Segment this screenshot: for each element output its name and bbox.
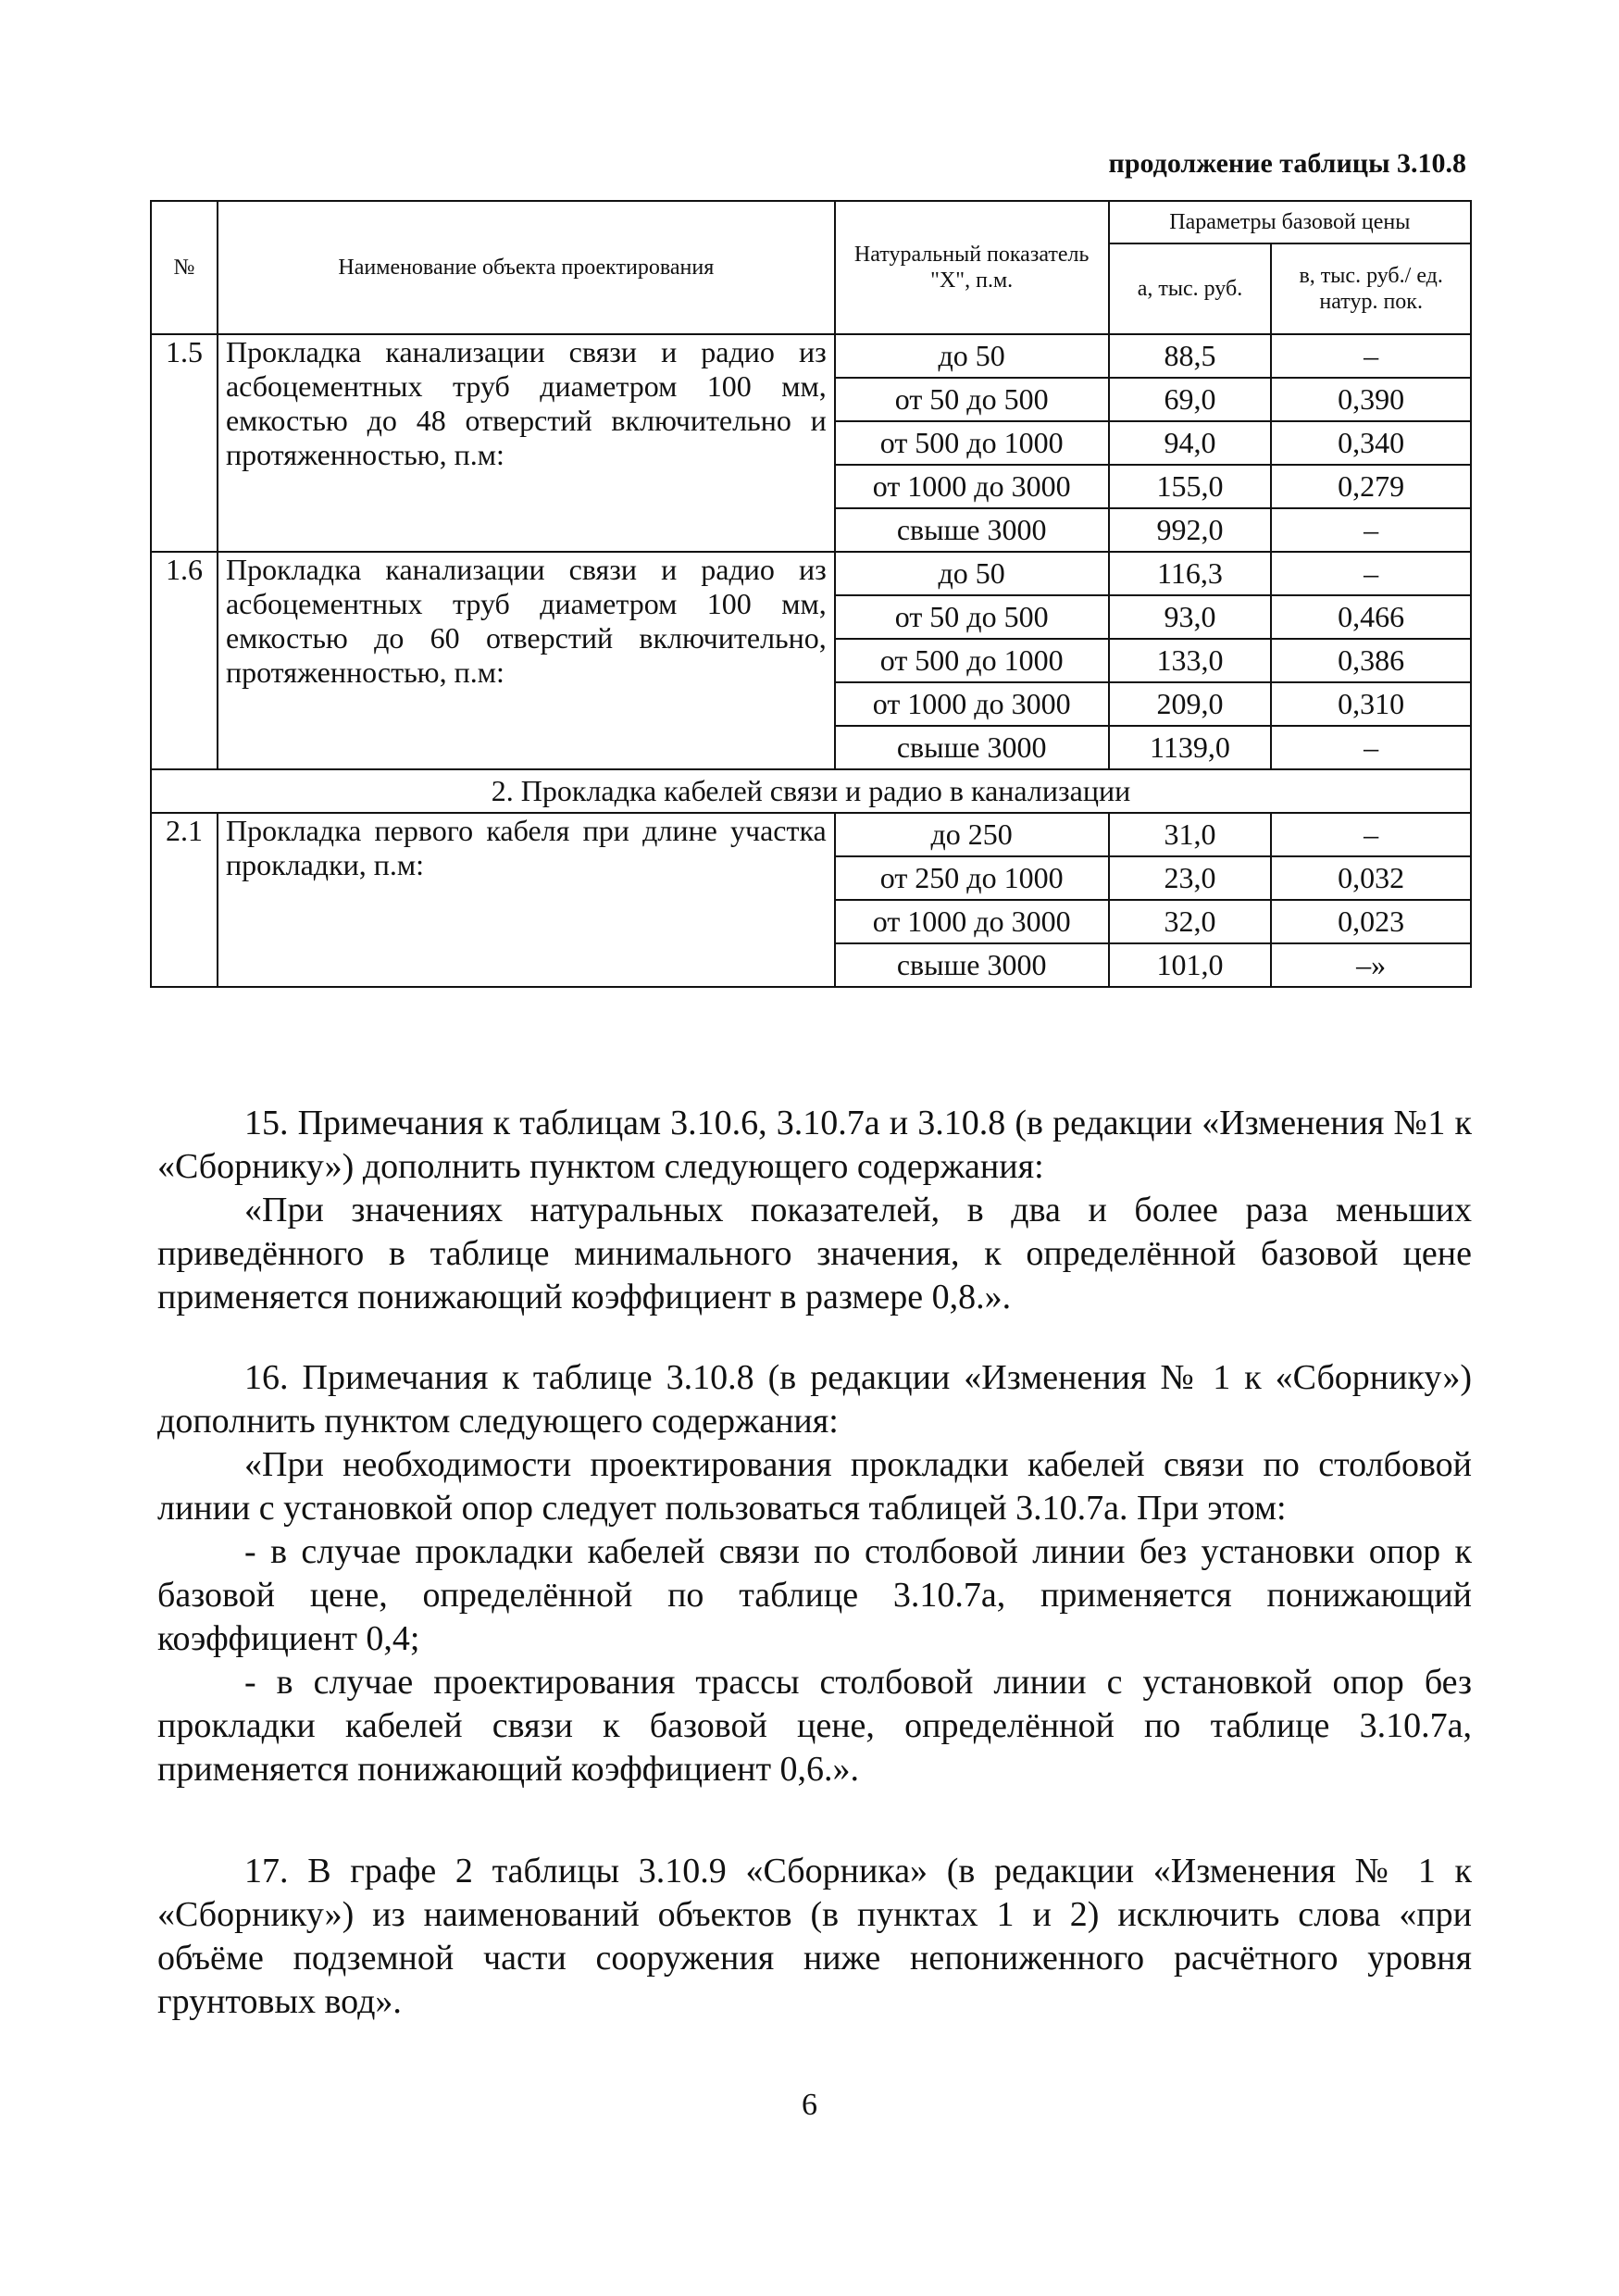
a-cell: 94,0 — [1109, 421, 1272, 465]
header-params: Параметры базовой цены — [1109, 201, 1471, 243]
a-cell: 209,0 — [1109, 682, 1272, 726]
indicator-cell: свыше 3000 — [835, 726, 1109, 769]
b-cell: 0,390 — [1271, 378, 1471, 421]
header-no: № — [151, 201, 218, 334]
paragraph-17-text: 17. В графе 2 таблицы 3.10.9 «Сборника» (в редакции «Изменения № 1 к «Сборнику») из наименований объектов (в пунктах 1 и 2) исключить слова «при объёме подземной части сооружения ниже непониженного расчётного уровня грунтовых вод». — [157, 1852, 1472, 2021]
a-cell: 992,0 — [1109, 508, 1272, 552]
indicator-cell: от 50 до 500 — [835, 595, 1109, 639]
b-cell: – — [1271, 552, 1471, 595]
paragraph-17 — [157, 1850, 1472, 2024]
b-cell: 0,023 — [1271, 900, 1471, 943]
object-name: Прокладка первого кабеля при длине участка прокладки, п.м: — [218, 813, 835, 987]
b-cell: – — [1271, 334, 1471, 378]
section-heading: 2. Прокладка кабелей связи и радио в канализации — [151, 769, 1471, 813]
paragraph-16-item-2: - в случае проектирования трассы столбовой линии с установкой опор без прокладки кабелей связи к базовой цене, определённой по таблице 3.10.7а, применяется понижающий коэффициент 0,6.». — [157, 1663, 1472, 1789]
row-number: 1.6 — [151, 552, 218, 769]
table-continuation-caption: продолжение таблицы 3.10.8 — [1108, 148, 1466, 179]
b-cell: 0,340 — [1271, 421, 1471, 465]
paragraph-16 — [157, 1356, 1472, 1791]
b-cell: 0,279 — [1271, 465, 1471, 508]
header-a: а, тыс. руб. — [1109, 243, 1272, 334]
base-price-table — [150, 200, 1472, 988]
indicator-cell: от 50 до 500 — [835, 378, 1109, 421]
indicator-cell: до 250 — [835, 813, 1109, 856]
b-cell: – — [1271, 813, 1471, 856]
a-cell: 69,0 — [1109, 378, 1272, 421]
b-cell: 0,386 — [1271, 639, 1471, 682]
indicator-cell: от 1000 до 3000 — [835, 682, 1109, 726]
b-cell: – — [1271, 508, 1471, 552]
table-row — [151, 552, 1471, 595]
indicator-cell: свыше 3000 — [835, 508, 1109, 552]
a-cell: 116,3 — [1109, 552, 1272, 595]
indicator-cell: от 500 до 1000 — [835, 421, 1109, 465]
b-cell: 0,032 — [1271, 856, 1471, 900]
page-number: 6 — [802, 2088, 817, 2122]
b-cell: – — [1271, 726, 1471, 769]
object-name: Прокладка канализации связи и радио из асбоцементных труб диаметром 100 мм, емкостью до 60 отверстий включительно, протяженностью, п.м: — [218, 552, 835, 769]
paragraph-15-quote: «При значениях натуральных показателей, в два и более раза меньших приведённого в таблице минимального значения, к определённой базовой цене применяется понижающий коэффициент в размере 0,8.». — [157, 1191, 1472, 1316]
paragraph-15-intro: 15. Примечания к таблицам 3.10.6, 3.10.7а и 3.10.8 (в редакции «Изменения №1 к «Сборнику») дополнить пунктом следующего содержания: — [157, 1104, 1472, 1186]
table-row — [151, 813, 1471, 856]
a-cell: 133,0 — [1109, 639, 1272, 682]
header-name: Наименование объекта проектирования — [218, 201, 835, 334]
indicator-cell: до 50 — [835, 552, 1109, 595]
a-cell: 88,5 — [1109, 334, 1272, 378]
b-cell: 0,310 — [1271, 682, 1471, 726]
b-cell: –» — [1271, 943, 1471, 987]
indicator-cell: от 1000 до 3000 — [835, 465, 1109, 508]
paragraph-16-intro: 16. Примечания к таблице 3.10.8 (в редакции «Изменения № 1 к «Сборнику») дополнить пунктом следующего содержания: — [157, 1358, 1472, 1441]
header-indicator: Натуральный показатель "X", п.м. — [835, 201, 1109, 334]
a-cell: 1139,0 — [1109, 726, 1272, 769]
indicator-cell: свыше 3000 — [835, 943, 1109, 987]
a-cell: 155,0 — [1109, 465, 1272, 508]
table-row — [151, 769, 1471, 813]
indicator-cell: от 500 до 1000 — [835, 639, 1109, 682]
object-name: Прокладка канализации связи и радио из асбоцементных труб диаметром 100 мм, емкостью до 48 отверстий включительно и протяженностью, п.м: — [218, 334, 835, 552]
paragraph-16-quote: «При необходимости проектирования прокладки кабелей связи по столбовой линии с установкой опор следует пользоваться таблицей 3.10.7а. При этом: — [157, 1445, 1472, 1528]
indicator-cell: от 1000 до 3000 — [835, 900, 1109, 943]
a-cell: 32,0 — [1109, 900, 1272, 943]
a-cell: 31,0 — [1109, 813, 1272, 856]
table-row — [151, 334, 1471, 378]
a-cell: 101,0 — [1109, 943, 1272, 987]
header-b: в, тыс. руб./ ед. натур. пок. — [1271, 243, 1471, 334]
indicator-cell: от 250 до 1000 — [835, 856, 1109, 900]
a-cell: 23,0 — [1109, 856, 1272, 900]
b-cell: 0,466 — [1271, 595, 1471, 639]
indicator-cell: до 50 — [835, 334, 1109, 378]
row-number: 1.5 — [151, 334, 218, 552]
paragraph-16-item-1: - в случае прокладки кабелей связи по столбовой линии без установки опор к базовой цене, определённой по таблице 3.10.7а, применяется понижающий коэффициент 0,4; — [157, 1532, 1472, 1658]
paragraph-15 — [157, 1102, 1472, 1319]
row-number: 2.1 — [151, 813, 218, 987]
a-cell: 93,0 — [1109, 595, 1272, 639]
